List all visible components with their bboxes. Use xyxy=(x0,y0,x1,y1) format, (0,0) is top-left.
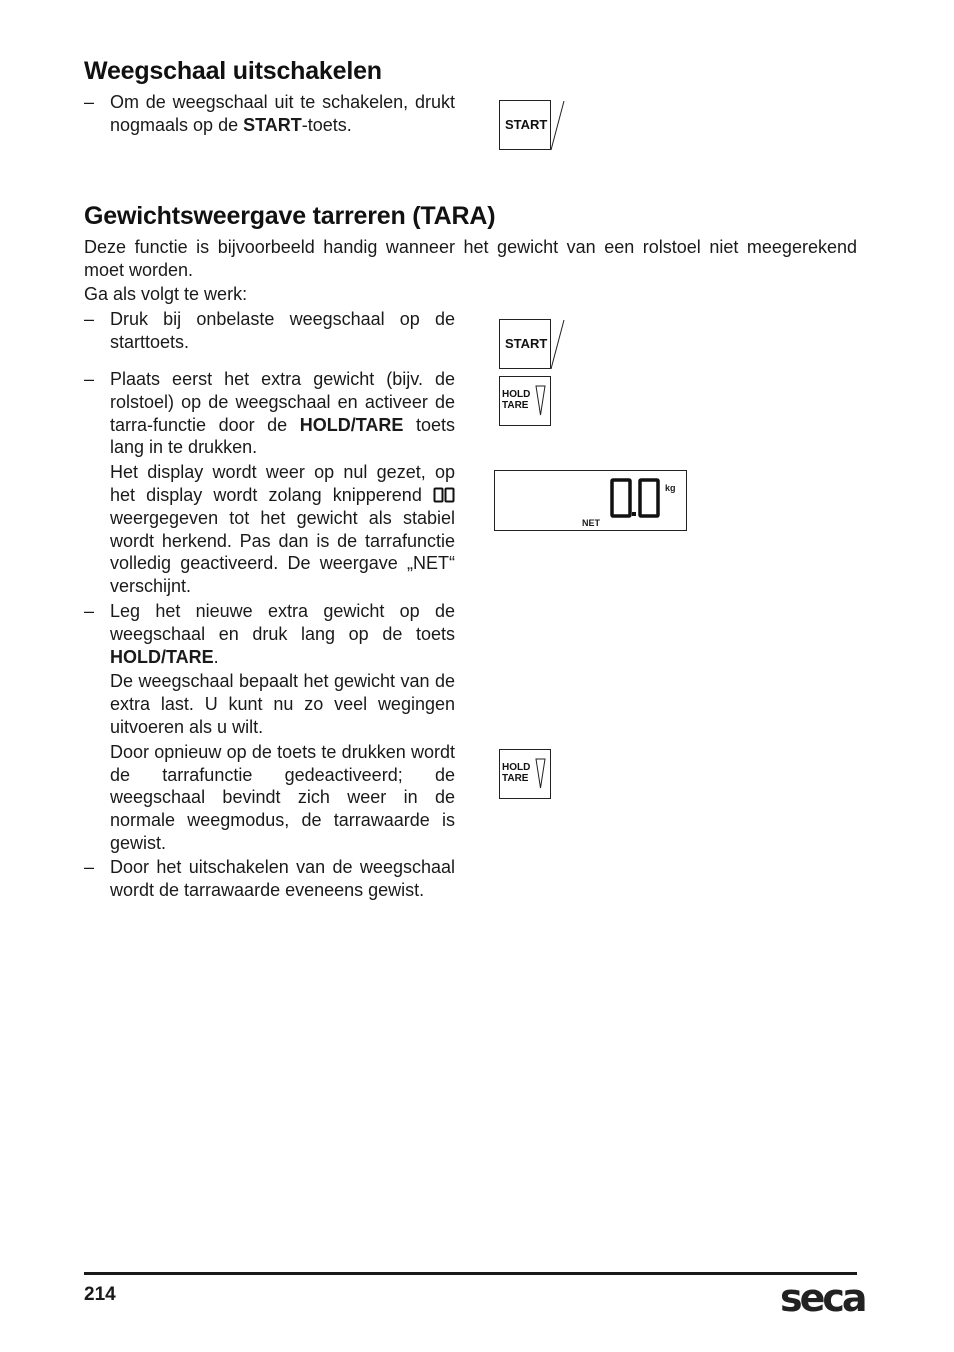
hold-tare-key-label: HOLD TARE xyxy=(502,762,531,784)
section-heading-tare: Gewichtsweergave tarreren (TARA) xyxy=(84,202,496,230)
list-item-text: Om de weegschaal uit te schakelen, drukt nogmaals op de START-toets. xyxy=(110,92,455,135)
hold-tare-key-icon xyxy=(499,376,551,426)
net-indicator: NET xyxy=(582,518,600,528)
list-item-switch-off xyxy=(84,91,456,141)
list-item-text: Plaats eerst het extra gewicht (bijv. de rolstoel) op de weegschaal en activeer de tarra-functie door de HOLD/TARE toets lang in te drukken. Het display wordt weer op nul gezet, op het display wordt zolang knipperend weergegeven tot het gewicht als stabiel wordt herkend. Pas dan is de tarrafunctie volledig geactiveerd. De weergave „NET“ verschijnt. xyxy=(110,369,455,597)
hold-tare-key-label: HOLD TARE xyxy=(502,389,531,411)
start-key-icon xyxy=(499,319,551,369)
list-dash: – xyxy=(84,601,95,621)
start-key-label: START xyxy=(505,117,548,132)
zero-zero-digits xyxy=(610,477,664,519)
start-key-label: START xyxy=(505,336,548,351)
list-item-text: Leg het nieuwe extra gewicht op de weegschaal en druk lang op de toets HOLD/TARE. De weegschaal bepaalt het gewicht van de extra last. U kunt nu zo veel wegingen uitvoeren als u wilt. Door opnieuw op de toets te drukken wordt de tarrafunctie gedeactiveerd; de weegschaal bevindt zich weer in de normale weegmodus, de tarrawaarde is gewist. xyxy=(110,601,455,853)
hold-tare-key-icon xyxy=(499,749,551,799)
blinking-zero-icon xyxy=(433,487,455,503)
list-item-text: Door het uitschakelen van de weegschaal wordt de tarrawaarde eveneens gewist. xyxy=(110,857,455,900)
list-dash: – xyxy=(84,857,95,877)
unit-label: kg xyxy=(665,483,676,493)
scale-display xyxy=(494,470,687,531)
list-item-text: Druk bij onbelaste weegschaal op de starttoets. xyxy=(110,309,455,352)
footer-rule xyxy=(84,1272,857,1275)
list-dash: – xyxy=(84,369,95,389)
page-number: 214 xyxy=(84,1284,116,1305)
start-key-icon xyxy=(499,100,551,150)
section-heading-switch-off: Weegschaal uitschakelen xyxy=(84,57,382,85)
intro-paragraph: Deze functie is bijvoorbeeld handig wanneer het gewicht van een rolstoel niet meegerekend moet worden. xyxy=(84,237,857,280)
list-dash: – xyxy=(84,309,95,329)
steps-intro: Ga als volgt te werk: xyxy=(84,284,248,304)
seca-logo: seca xyxy=(780,1276,865,1320)
list-dash: – xyxy=(84,92,95,112)
